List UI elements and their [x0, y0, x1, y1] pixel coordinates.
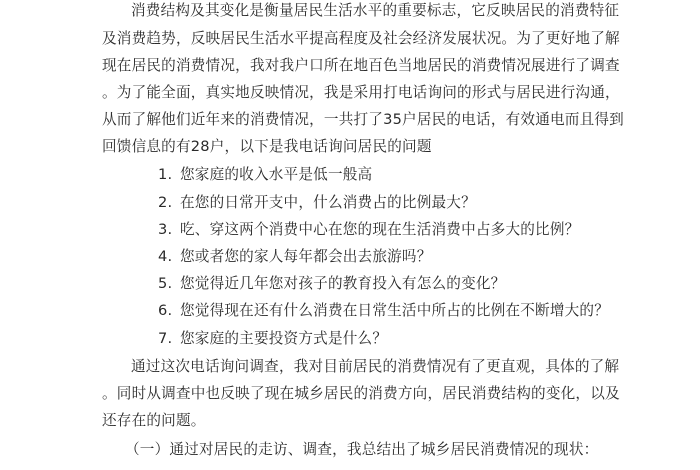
question-text: 您家庭的收入水平是低一般高 — [180, 166, 373, 183]
question-item — [158, 275, 505, 293]
question-number: 3. — [158, 221, 173, 238]
intro-line: 及消费趋势，反映居民生活水平提高程度及社会经济发展状况。为了更好地了解 — [102, 30, 620, 47]
section-heading: （一）通过对居民的走访、调查，我总结出了城乡居民消费情况的现状： — [125, 441, 599, 458]
question-text: 在您的日常开支中，什么消费占的比例最大？ — [180, 194, 476, 211]
question-item — [158, 330, 387, 348]
question-item — [158, 248, 432, 266]
question-text: 您或者您的家人每年都会出去旅游吗？ — [180, 248, 432, 265]
question-text: 您觉得近几年您对孩子的教育投入有怎么的变化？ — [180, 275, 506, 292]
question-item — [158, 302, 609, 320]
question-number: 1. — [158, 166, 173, 183]
question-text: 您觉得现在还有什么消费在日常生活中所占的比例在不断增大的？ — [180, 302, 610, 319]
question-item — [158, 221, 579, 239]
question-item — [158, 194, 476, 212]
conclusion-line: 通过这次电话询问调查，我对目前居民的消费情况有了更直观，具体的了解 — [131, 358, 620, 375]
intro-line: 回馈信息的有28户，以下是我电话询问居民的问题 — [102, 138, 432, 155]
intro-line: 。为了能全面，真实地反映情况，我是采用打电话询问的形式与居民进行沟通， — [102, 84, 620, 101]
question-number: 5. — [158, 275, 173, 292]
question-number: 7. — [158, 330, 173, 347]
conclusion-line: 。同时从调查中也反映了现在城乡居民的消费方向，居民消费结构的变化，以及 — [102, 385, 620, 402]
question-number: 6. — [158, 302, 173, 319]
question-text: 您家庭的主要投资方式是什么？ — [180, 330, 388, 347]
intro-line: 从而了解他们近年来的消费情况，一共打了35户居民的电话，有效通电而且得到 — [102, 111, 624, 128]
intro-line: 消费结构及其变化是衡量居民生活水平的重要标志，它反映居民的消费特征 — [131, 2, 620, 19]
question-text: 吃、穿这两个消费中心在您的现在生活消费中占多大的比例？ — [180, 221, 580, 238]
question-number: 2. — [158, 194, 173, 211]
question-item — [158, 166, 372, 184]
conclusion-line: 还存在的问题。 — [102, 412, 206, 429]
intro-line: 现在居民的消费情况，我对我户口所在地百色当地居民的消费情况展进行了调查 — [102, 57, 620, 74]
question-number: 4. — [158, 248, 173, 265]
